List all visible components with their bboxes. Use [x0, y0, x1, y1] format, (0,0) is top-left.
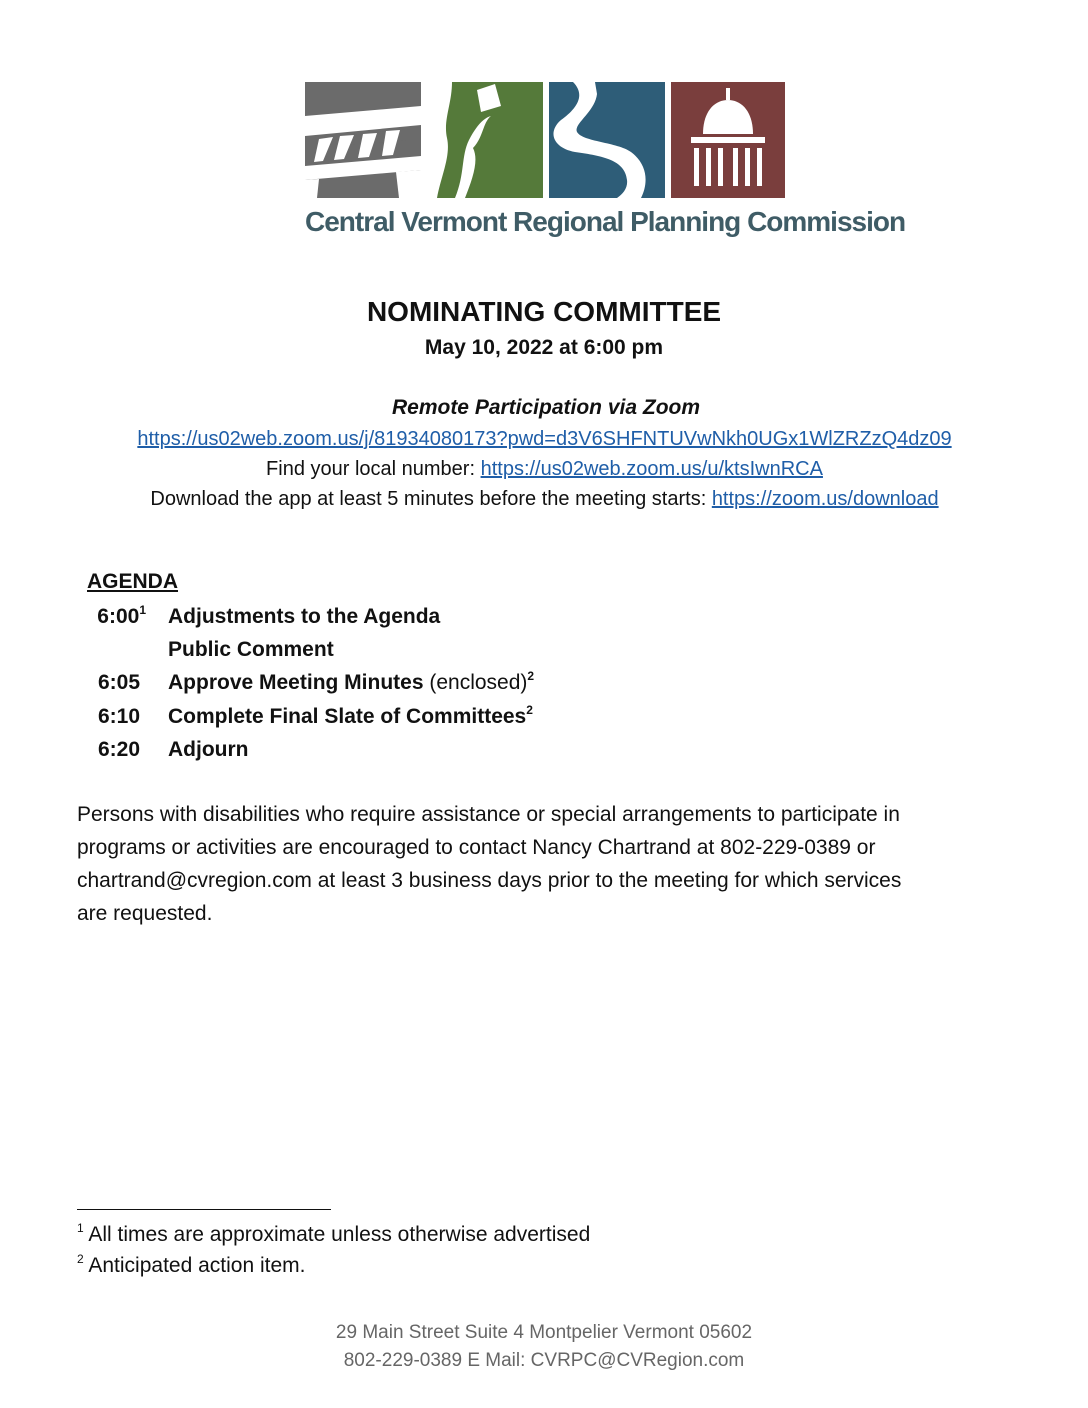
agenda-time: $6:00^1$ [97, 603, 146, 628]
footnote-2: $^2$ Anticipated action item. [77, 1252, 306, 1277]
agenda-item [87, 703, 533, 731]
footnote-1: $^1$ All times are approximate unless otherwise advertised [77, 1221, 591, 1246]
agenda-title: Public Comment [168, 638, 334, 661]
local-number-line [84, 454, 1005, 484]
meeting-date: May 10, 2022 at 6:00 pm [424, 336, 664, 359]
address-line-1: 29 Main Street Suite 4 Montpelier Vermont 05602 [335, 1322, 753, 1343]
cvrpc-logo [305, 82, 906, 242]
agenda-title: Approve Meeting Minutes (enclosed)$^2$ [168, 669, 535, 694]
agenda-time: 6:05 [97, 671, 140, 694]
footnote-marker: 2 [527, 669, 535, 683]
agenda-time: 6:20 [97, 738, 140, 761]
agenda-title: Adjourn [168, 738, 249, 761]
footnote-divider [77, 1209, 331, 1210]
local-number-label: Find your local number: [266, 458, 481, 480]
local-number-link[interactable]: https://us02web.zoom.us/u/ktsIwnRCA [480, 458, 823, 480]
remote-participation-heading: Remote Participation via Zoom [391, 396, 701, 419]
download-line [84, 484, 1005, 514]
address-line-2: 802-229-0389 E Mail: CVRPC@CVRegion.com [343, 1350, 745, 1371]
agenda-time: 6:10 [97, 705, 140, 728]
download-link[interactable]: https://zoom.us/download [711, 488, 939, 510]
accessibility-note: Persons with disabilities who require assistance or special arrangements to participate in programs or activities are encouraged to contact Nancy Chartrand at 802-229-0389 or chartrand@cvregion.com at least 3 business days prior to the meeting for which services are requested. [77, 803, 902, 925]
logo-text: Central Vermont Regional Planning Commission [305, 206, 906, 237]
zoom-meeting-line [84, 424, 1005, 454]
agenda-title: Adjustments to the Agenda [168, 605, 441, 628]
agenda-heading: AGENDA [87, 570, 179, 593]
agenda-item [87, 603, 441, 631]
agenda-item [87, 669, 535, 697]
river-icon [549, 82, 665, 198]
page-title: NOMINATING COMMITTEE [366, 296, 722, 327]
agenda-title: Complete Final Slate of Committees$^2$ [168, 703, 533, 728]
forest-icon [427, 82, 543, 198]
capitol-dome-icon [671, 82, 785, 198]
agenda-item [87, 736, 249, 764]
logo-mark [305, 82, 785, 198]
footnote-marker: 2 [526, 703, 533, 717]
footnote-marker: 1 [139, 603, 146, 617]
zoom-meeting-link[interactable]: https://us02web.zoom.us/j/81934080173?pwd=d3V6SHFNTUVwNkh0UGx1WlZRZzQ4dz09 [137, 428, 952, 450]
download-label: Download the app at least 5 minutes before the meeting starts: [150, 488, 712, 510]
bridge-icon [305, 82, 421, 198]
